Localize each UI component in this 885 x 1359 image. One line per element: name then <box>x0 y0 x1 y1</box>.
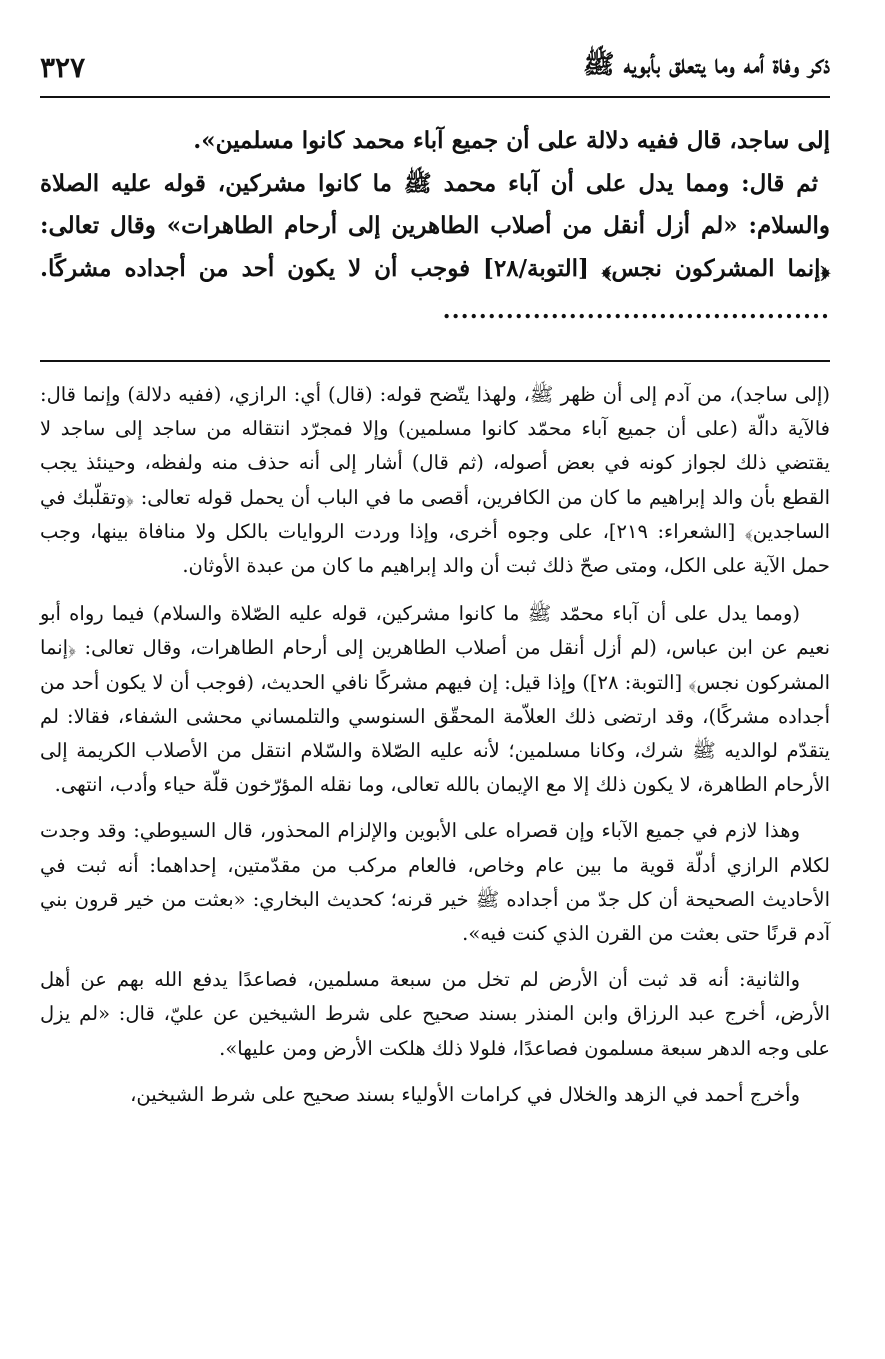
matn-paragraph-1: إلى ساجد، قال ففيه دلالة على أن جميع آباء محمد كانوا مسلمين». <box>193 127 830 154</box>
commentary-block <box>40 378 830 1124</box>
commentary-paragraph-1: (إلى ساجد)، من آدم إلى أن ظهر ﷺ، ولهذا يتّضح قوله: (قال) أي: الرازي، (ففيه دلالة) وإنما قال: فالآية دالّة (على أن جميع آباء محمّد كانوا مسلمين) وإلا فمجرّد انتقاله من ساجد إلى ساجد لا يقتضي ذلك لجواز كونه في بعض أصوله، (ثم قال) أشار إلى أنه حذف منه ولفظه، وحينئذ يجب القطع بأن والد إبراهيم ما كان من الكافرين، أقصى ما في الباب أن يحمل قوله تعالى: ﴿وتقلّبك في الساجدين﴾ [الشعراء: ٢١٩]، على وجوه أخرى، وإذا وردت الروايات بالكل ولا منافاة بينها، وجب حمل الآية على الكل، ومتى صحّ ذلك ثبت أن والد إبراهيم ما كان من عبدة الأوثان. <box>40 383 830 578</box>
page-number: ٣٢٧ <box>40 50 86 84</box>
main-text-block <box>40 120 830 333</box>
running-title: ذكر وفاة أمه وما يتعلق بأبويه ﷺ <box>583 50 830 80</box>
commentary-paragraph-5: وأخرج أحمد في الزهد والخلال في كرامات الأولياء بسند صحيح على شرط الشيخين، <box>130 1082 800 1106</box>
commentary-divider <box>40 360 830 362</box>
commentary-paragraph-3: وهذا لازم في جميع الآباء وإن قصراه على الأبوين والإلزام المحذور، قال السيوطي: وقد وجدت لكلام الرازي أدلّة قوية ما بين عام وخاص، فالعام مركب من مقدّمتين، إحداهما: أنه ثبت في الأحاديث الصحيحة أن كل جدّ من أجداده ﷺ خير قرنه؛ كحديث البخاري: «بعثت من خير قرون بني آدم قرنًا حتى بعثت من القرن الذي كنت فيه». <box>40 819 830 946</box>
commentary-paragraph-4: والثانية: أنه قد ثبت أن الأرض لم تخل من سبعة مسلمين، فصاعدًا يدفع الله بهم عن أهل الأرض، أخرج عبد الرزاق وابن المنذر بسند صحيح على شرط الشيخين عن عليّ، قال: «لم يزل على وجه الدهر سبعة مسلمون فصاعدًا، فلولا ذلك هلكت الأرض ومن عليها». <box>40 968 830 1060</box>
header-rule <box>40 96 830 98</box>
ellipsis-dots: ........................................... <box>442 297 830 324</box>
page-header <box>40 40 830 94</box>
commentary-paragraph-2: (ومما يدل على أن آباء محمّد ﷺ ما كانوا مشركين، قوله عليه الصّلاة والسلام) فيما رواه أبو نعيم عن ابن عباس، (لم أزل أنقل من أصلاب الطاهرين إلى أرحام الطاهرات، وقال تعالى: ﴿إنما المشركون نجس﴾ [التوبة: ٢٨]) وإذا قيل: إن فيهم مشركًا نافي الحديث، (فوجب أن لا يكون أحد من أجداده مشركًا)، وقد ارتضى ذلك العلاّمة المحقّق السنوسي والتلمساني محشى الشفاء، فقالا: لم يتقدّم لوالديه ﷺ شرك، وكانا مسلمين؛ لأنه عليه الصّلاة والسّلام انتقل من الأصلاب الكريمة إلى الأرحام الطاهرة، لا يكون ذلك إلا مع الإيمان بالله تعالى، وما نقله المؤرّخون قلّة حياء وأدب، انتهى. <box>40 602 830 797</box>
matn-paragraph-2-text: ثم قال: ومما يدل على أن آباء محمد ﷺ ما كانوا مشركين، قوله عليه الصلاة والسلام: «لم أزل أنقل من أصلاب الطاهرين إلى أرحام الطاهرات» وقال تعالى: ﴿إنما المشركون نجس﴾ [التوبة/٢٨] فوجب أن لا يكون أحد من أجداده مشركًا. <box>40 169 830 282</box>
matn-paragraph-2 <box>40 163 830 333</box>
